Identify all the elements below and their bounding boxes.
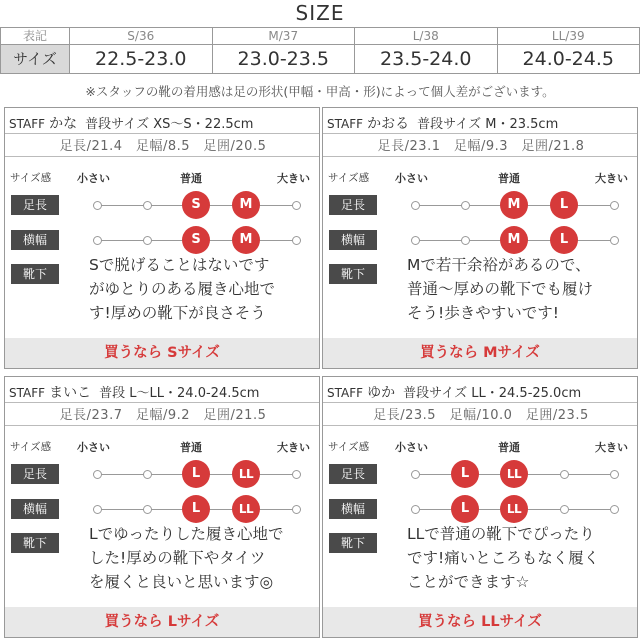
width-row-label: 横幅 (11, 499, 59, 519)
scale-heading: サイズ感 (10, 441, 52, 453)
divider (323, 402, 637, 403)
scale-dot (292, 236, 301, 245)
scale-normal-label: 普通 (180, 172, 202, 185)
size-badge: M (500, 226, 528, 254)
size-badge: L (182, 495, 210, 523)
size-badge: L (451, 495, 479, 523)
length-row-label: 足長 (329, 195, 377, 215)
recommend-banner: 買うなら Sサイズ (5, 338, 319, 368)
divider (323, 133, 637, 134)
scale-dot (411, 505, 420, 514)
staff-heading (9, 382, 259, 402)
scale-heading: サイズ感 (10, 172, 52, 184)
staff-usual-size: 普段サイズ M・23.5cm (417, 117, 559, 132)
staff-measurements: 足長/23.1 足幅/9.3 足囲/21.8 (377, 139, 585, 154)
scale-dot (93, 470, 102, 479)
size-header-l: L/38 (355, 28, 498, 45)
scale-large-label: 大きい (595, 172, 628, 185)
staff-prefix: STAFF (9, 386, 46, 400)
size-badge: LL (232, 495, 260, 523)
scale-dot (143, 236, 152, 245)
scale-dot (610, 236, 619, 245)
size-table-row-label: サイズ (1, 45, 70, 74)
staff-name: まいこ (49, 385, 92, 401)
staff-prefix: STAFF (327, 386, 364, 400)
staff-comment: Lでゆったりした履き心地で した!厚めの靴下やタイツ を履くと良いと思います◎ (89, 525, 284, 591)
size-header-m: M/37 (212, 28, 355, 45)
width-row-label: 横幅 (11, 230, 59, 250)
size-badge: L (550, 226, 578, 254)
staff-usual-size: 普段サイズ XS〜S・22.5cm (85, 117, 254, 132)
size-value-m: 23.0-23.5 (212, 45, 355, 74)
scale-small-label: 小さい (395, 172, 428, 185)
scale-normal-label: 普通 (180, 441, 202, 454)
staff-usual-size: 普段サイズ LL・24.5-25.0cm (403, 386, 582, 401)
scale-dot (560, 505, 569, 514)
size-value-l: 23.5-24.0 (355, 45, 498, 74)
size-badge: L (451, 460, 479, 488)
length-row-label: 足長 (329, 464, 377, 484)
staff-card (4, 376, 320, 638)
staff-name: かおる (367, 116, 410, 132)
staff-prefix: STAFF (9, 117, 46, 131)
staff-measurements: 足長/23.7 足幅/9.2 足囲/21.5 (59, 408, 267, 423)
scale-dot (610, 201, 619, 210)
staff-heading (327, 382, 581, 402)
scale-dot (93, 236, 102, 245)
scale-dot (292, 470, 301, 479)
scale-heading: サイズ感 (328, 172, 370, 184)
size-table-header-row (1, 28, 640, 45)
staff-name: かな (49, 116, 78, 132)
recommend-banner: 買うなら Lサイズ (5, 607, 319, 637)
staff-usual-size: 普段 L〜LL・24.0-24.5cm (99, 386, 260, 401)
staff-measurements: 足長/23.5 足幅/10.0 足囲/23.5 (373, 408, 589, 423)
size-badge: LL (500, 460, 528, 488)
length-row-label: 足長 (11, 195, 59, 215)
size-badge: M (232, 191, 260, 219)
scale-dot (610, 470, 619, 479)
staff-measurements: 足長/21.4 足幅/8.5 足囲/20.5 (59, 139, 267, 154)
scale-dot (93, 201, 102, 210)
scale-heading: サイズ感 (328, 441, 370, 453)
staff-heading (327, 113, 558, 133)
staff-card (322, 107, 638, 369)
scale-dot (411, 201, 420, 210)
scale-large-label: 大きい (595, 441, 628, 454)
divider (5, 402, 319, 403)
staff-comment: Mで若干余裕があるので、 普通〜厚めの靴下でも履け そう!歩きやすいです! (407, 256, 594, 322)
scale-small-label: 小さい (77, 172, 110, 185)
size-badge: LL (232, 460, 260, 488)
socks-label: 靴下 (11, 264, 59, 284)
size-badge: M (500, 191, 528, 219)
socks-label: 靴下 (11, 533, 59, 553)
size-badge: M (232, 226, 260, 254)
scale-normal-label: 普通 (498, 172, 520, 185)
staff-name: ゆか (367, 385, 396, 401)
size-table (0, 27, 640, 74)
staff-card (4, 107, 320, 369)
socks-label: 靴下 (329, 533, 377, 553)
size-badge: S (182, 226, 210, 254)
scale-dot (143, 201, 152, 210)
scale-dot (610, 505, 619, 514)
size-header-ll: LL/39 (497, 28, 640, 45)
page-title: SIZE (295, 1, 345, 25)
scale-dot (292, 505, 301, 514)
scale-large-label: 大きい (277, 172, 310, 185)
recommend-banner: 買うなら LLサイズ (323, 607, 637, 637)
staff-prefix: STAFF (327, 117, 364, 131)
staff-heading (9, 113, 253, 133)
staff-card (322, 376, 638, 638)
scale-small-label: 小さい (395, 441, 428, 454)
size-header-s: S/36 (70, 28, 213, 45)
size-badge: L (182, 460, 210, 488)
size-table-header-label: 表記 (1, 28, 70, 45)
size-table-value-row (1, 45, 640, 74)
divider (5, 156, 319, 157)
divider (5, 425, 319, 426)
staff-comment: LLで普通の靴下でぴったり です!痛いところもなく履く ことができます☆ (407, 525, 600, 591)
scale-dot (411, 236, 420, 245)
scale-dot (411, 470, 420, 479)
scale-dot (143, 505, 152, 514)
size-badge: LL (500, 495, 528, 523)
scale-dot (461, 201, 470, 210)
width-row-label: 横幅 (329, 499, 377, 519)
size-value-ll: 24.0-24.5 (497, 45, 640, 74)
scale-small-label: 小さい (77, 441, 110, 454)
size-badge: L (550, 191, 578, 219)
width-row-label: 横幅 (329, 230, 377, 250)
socks-label: 靴下 (329, 264, 377, 284)
scale-dot (560, 470, 569, 479)
length-row-label: 足長 (11, 464, 59, 484)
recommend-banner: 買うなら Mサイズ (323, 338, 637, 368)
fit-note: ※スタッフの靴の着用感は足の形状(甲幅・甲高・形)によって個人差がございます。 (85, 84, 555, 99)
scale-dot (461, 236, 470, 245)
scale-dot (292, 201, 301, 210)
scale-large-label: 大きい (277, 441, 310, 454)
size-badge: S (182, 191, 210, 219)
scale-dot (93, 505, 102, 514)
divider (323, 425, 637, 426)
divider (323, 156, 637, 157)
scale-dot (143, 470, 152, 479)
scale-normal-label: 普通 (498, 441, 520, 454)
staff-comment: Sで脱げることはないです がゆとりのある履き心地で す!厚めの靴下が良さそう (89, 256, 276, 322)
size-value-s: 22.5-23.0 (70, 45, 213, 74)
divider (5, 133, 319, 134)
